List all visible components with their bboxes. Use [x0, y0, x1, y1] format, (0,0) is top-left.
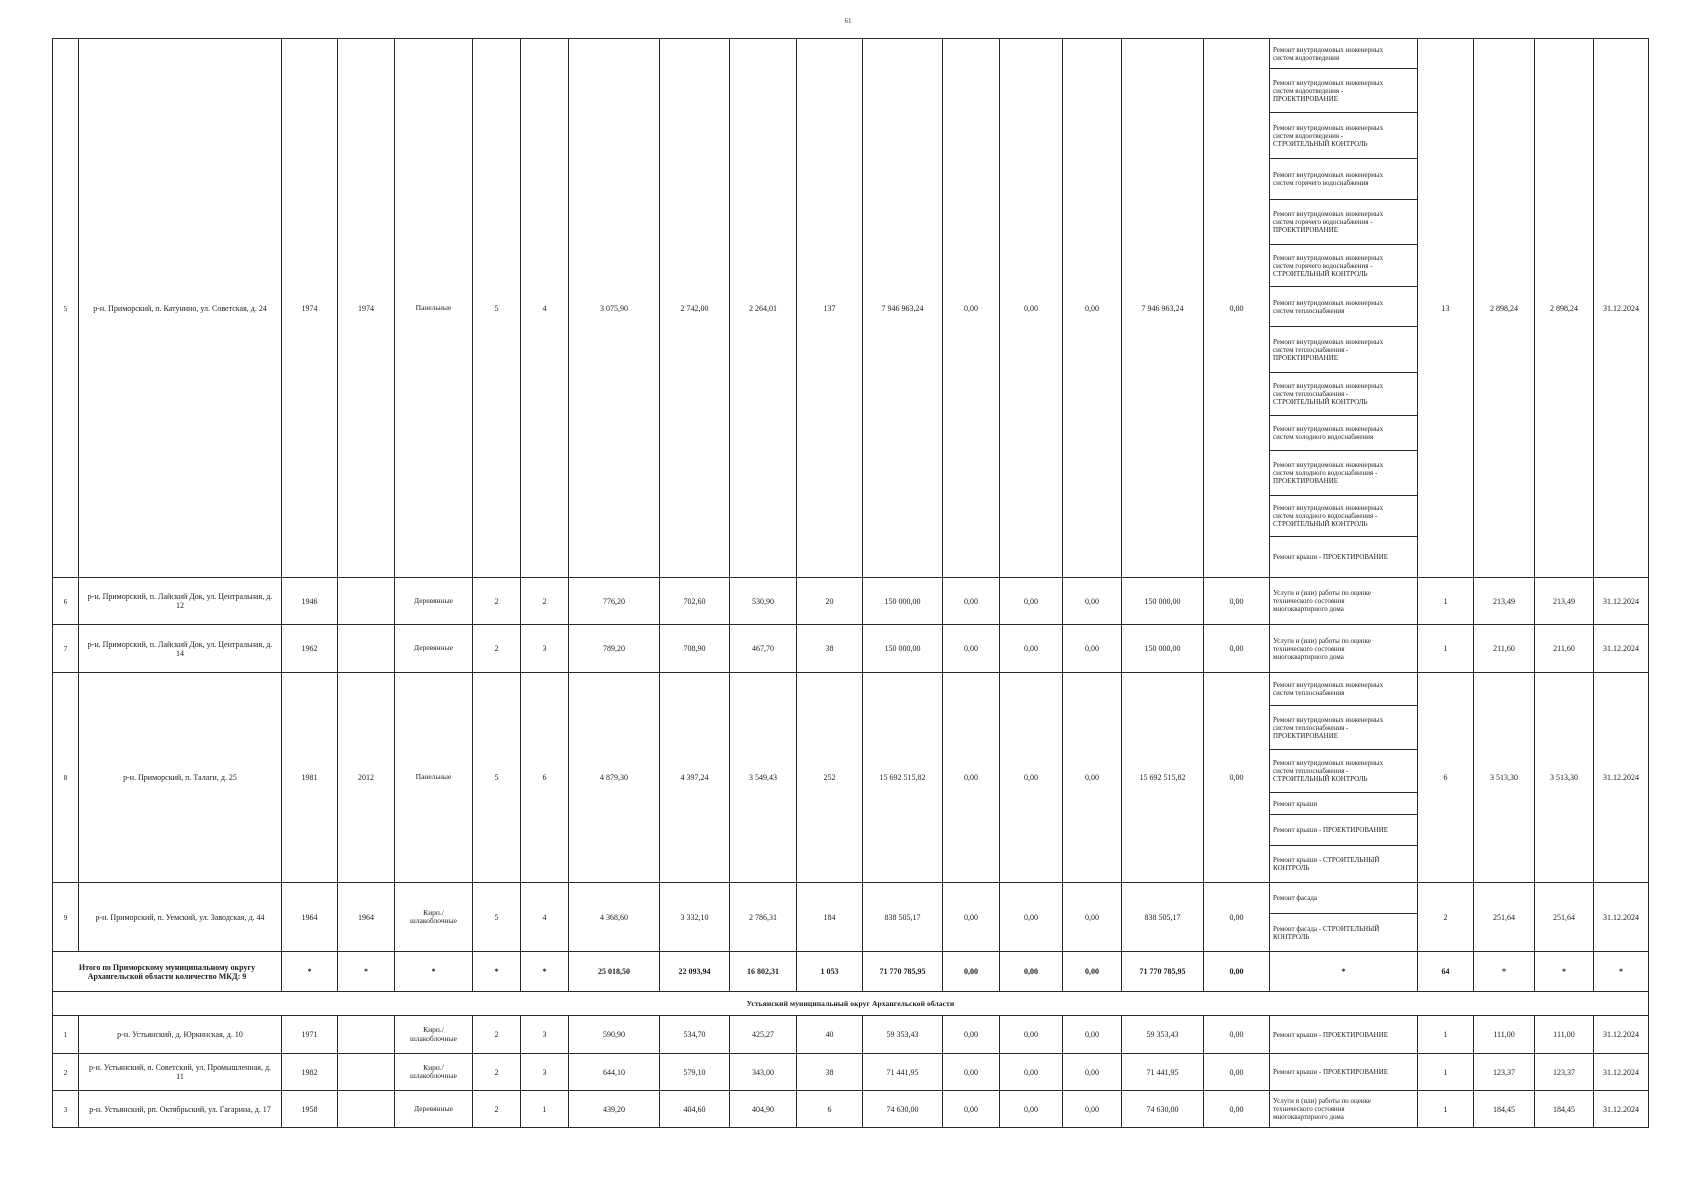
total-works-count: 64 — [1418, 952, 1474, 992]
cell-cost-region: 0,00 — [1000, 1054, 1063, 1091]
cell-year-last-repair — [338, 625, 395, 673]
cell-cost-region: 0,00 — [1000, 673, 1063, 883]
cell-entrances: 4 — [521, 883, 569, 952]
cell-work-type: Ремонт внутридомовых инженерных систем водоотведения - ПРОЕКТИРОВАНИЕ — [1270, 69, 1418, 113]
cell-wall-material: Кирп./ шлакоблочные — [395, 883, 473, 952]
cell-cost-owners: 71 441,95 — [1122, 1054, 1204, 1091]
cell-total-area: 789,20 — [569, 625, 660, 673]
cell-cost-total: 15 692 515,82 — [863, 673, 943, 883]
total-label: Итого по Приморскому муниципальному округу Архангельской области количество МКД: 9 — [53, 952, 282, 992]
cell-work-type: Ремонт фасада - СТРОИТЕЛЬНЫЙ КОНТРОЛЬ — [1270, 914, 1418, 952]
cell-cost-fund: 0,00 — [943, 883, 1000, 952]
cell-owned-area: 404,90 — [730, 1091, 797, 1128]
total-max-unit-cost: * — [1535, 952, 1594, 992]
cell-floors: 2 — [473, 578, 521, 625]
cell-cost-total: 150 000,00 — [863, 578, 943, 625]
cell-residents: 184 — [797, 883, 863, 952]
total-unit-cost: * — [1474, 952, 1535, 992]
cell-work-type: Ремонт внутридомовых инженерных систем горячего водоснабжения - СТРОИТЕЛЬНЫЙ КОНТРОЛЬ — [1270, 245, 1418, 287]
cell-floors: 5 — [473, 883, 521, 952]
cell-num: 5 — [53, 39, 79, 578]
cell-work-type: Ремонт внутридомовых инженерных систем холодного водоснабжения - СТРОИТЕЛЬНЫЙ КОНТРОЛЬ — [1270, 496, 1418, 537]
cell-max-unit-cost: 123,37 — [1535, 1054, 1594, 1091]
cell-cost-owners: 838 505,17 — [1122, 883, 1204, 952]
cell-cost-region: 0,00 — [1000, 625, 1063, 673]
cell-cost-other: 0,00 — [1204, 673, 1270, 883]
cell-works-count: 1 — [1418, 1054, 1474, 1091]
cell-residents: 38 — [797, 625, 863, 673]
cell-premises-area: 579,10 — [660, 1054, 730, 1091]
cell-wall-material: Кирп./ шлакоблочные — [395, 1054, 473, 1091]
cell-max-unit-cost: 211,60 — [1535, 625, 1594, 673]
cell-deadline: 31.12.2024 — [1594, 673, 1649, 883]
cell-works-count: 1 — [1418, 625, 1474, 673]
total-entrances: * — [521, 952, 569, 992]
cell-max-unit-cost: 3 513,30 — [1535, 673, 1594, 883]
total-owned-area: 16 802,31 — [730, 952, 797, 992]
cell-num: 2 — [53, 1054, 79, 1091]
total-premises-area: 22 093,94 — [660, 952, 730, 992]
cell-max-unit-cost: 213,49 — [1535, 578, 1594, 625]
cell-premises-area: 708,90 — [660, 625, 730, 673]
cell-premises-area: 404,60 — [660, 1091, 730, 1128]
group-title-row — [53, 992, 1649, 1016]
cell-work-type: Ремонт крыши - ПРОЕКТИРОВАНИЕ — [1270, 1016, 1418, 1054]
cell-work-type: Ремонт внутридомовых инженерных систем горячего водоснабжения — [1270, 159, 1418, 200]
cell-unit-cost: 111,00 — [1474, 1016, 1535, 1054]
cell-year-last-repair: 2012 — [338, 673, 395, 883]
cell-cost-local: 0,00 — [1063, 578, 1122, 625]
cell-cost-owners: 7 946 963,24 — [1122, 39, 1204, 578]
cell-deadline: 31.12.2024 — [1594, 625, 1649, 673]
cell-max-unit-cost: 2 898,24 — [1535, 39, 1594, 578]
cell-num: 1 — [53, 1016, 79, 1054]
cell-year-built: 1974 — [282, 39, 338, 578]
total-works: * — [1270, 952, 1418, 992]
cell-residents: 252 — [797, 673, 863, 883]
cell-max-unit-cost: 111,00 — [1535, 1016, 1594, 1054]
cell-cost-region: 0,00 — [1000, 578, 1063, 625]
cell-total-area: 4 879,30 — [569, 673, 660, 883]
total-deadline: * — [1594, 952, 1649, 992]
cell-cost-total: 838 505,17 — [863, 883, 943, 952]
cell-wall-material: Панельные — [395, 673, 473, 883]
table-row — [53, 673, 1649, 706]
cell-entrances: 3 — [521, 625, 569, 673]
cell-cost-owners: 59 353,43 — [1122, 1016, 1204, 1054]
cell-work-type: Ремонт крыши - ПРОЕКТИРОВАНИЕ — [1270, 815, 1418, 846]
cell-cost-total: 59 353,43 — [863, 1016, 943, 1054]
cell-premises-area: 534,70 — [660, 1016, 730, 1054]
cell-work-type: Ремонт внутридомовых инженерных систем водоотведения - СТРОИТЕЛЬНЫЙ КОНТРОЛЬ — [1270, 113, 1418, 159]
cell-cost-owners: 150 000,00 — [1122, 578, 1204, 625]
cell-cost-fund: 0,00 — [943, 1054, 1000, 1091]
cell-works-count: 13 — [1418, 39, 1474, 578]
cell-cost-local: 0,00 — [1063, 883, 1122, 952]
table-row — [53, 883, 1649, 914]
total-cost-total: 71 770 785,95 — [863, 952, 943, 992]
cell-cost-other: 0,00 — [1204, 1054, 1270, 1091]
cell-work-type: Ремонт крыши — [1270, 793, 1418, 815]
cell-work-type: Ремонт фасада — [1270, 883, 1418, 914]
cell-works-count: 6 — [1418, 673, 1474, 883]
cell-premises-area: 3 332,10 — [660, 883, 730, 952]
cell-work-type: Услуги и (или) работы по оценке технического состояния многоквартирного дома — [1270, 578, 1418, 625]
cell-owned-area: 530,90 — [730, 578, 797, 625]
cell-work-type: Ремонт внутридомовых инженерных систем горячего водоснабжения - ПРОЕКТИРОВАНИЕ — [1270, 200, 1418, 245]
cell-unit-cost: 2 898,24 — [1474, 39, 1535, 578]
cell-floors: 2 — [473, 1091, 521, 1128]
cell-work-type: Ремонт внутридомовых инженерных систем теплоснабжения — [1270, 673, 1418, 706]
cell-cost-other: 0,00 — [1204, 883, 1270, 952]
cell-year-last-repair — [338, 1091, 395, 1128]
total-cost-fund: 0,00 — [943, 952, 1000, 992]
cell-cost-fund: 0,00 — [943, 1091, 1000, 1128]
cell-cost-total: 71 441,95 — [863, 1054, 943, 1091]
cell-floors: 5 — [473, 39, 521, 578]
cell-cost-local: 0,00 — [1063, 39, 1122, 578]
cell-cost-other: 0,00 — [1204, 625, 1270, 673]
cell-owned-area: 2 264,01 — [730, 39, 797, 578]
cell-cost-total: 74 630,00 — [863, 1091, 943, 1128]
cell-unit-cost: 213,49 — [1474, 578, 1535, 625]
table-row — [53, 39, 1649, 69]
cell-year-built: 1958 — [282, 1091, 338, 1128]
cell-cost-owners: 74 630,00 — [1122, 1091, 1204, 1128]
cell-cost-local: 0,00 — [1063, 1016, 1122, 1054]
cell-unit-cost: 211,60 — [1474, 625, 1535, 673]
cell-cost-other: 0,00 — [1204, 578, 1270, 625]
cell-year-last-repair: 1974 — [338, 39, 395, 578]
cell-year-built: 1946 — [282, 578, 338, 625]
cell-cost-fund: 0,00 — [943, 673, 1000, 883]
cell-entrances: 6 — [521, 673, 569, 883]
cell-year-built: 1964 — [282, 883, 338, 952]
cell-work-type: Ремонт внутридомовых инженерных систем холодного водоснабжения - ПРОЕКТИРОВАНИЕ — [1270, 451, 1418, 496]
cell-year-last-repair: 1964 — [338, 883, 395, 952]
cell-works-count: 1 — [1418, 1016, 1474, 1054]
cell-cost-region: 0,00 — [1000, 39, 1063, 578]
cell-total-area: 3 075,90 — [569, 39, 660, 578]
cell-num: 8 — [53, 673, 79, 883]
cell-max-unit-cost: 184,45 — [1535, 1091, 1594, 1128]
cell-floors: 2 — [473, 1016, 521, 1054]
total-floors: * — [473, 952, 521, 992]
cell-cost-total: 150 000,00 — [863, 625, 943, 673]
cell-total-area: 590,90 — [569, 1016, 660, 1054]
cell-address: р-н. Приморский, п. Катунино, ул. Советская, д. 24 — [79, 39, 282, 578]
repair-program-table — [52, 38, 1649, 1128]
page-number: 61 — [844, 17, 852, 25]
table-row — [53, 1091, 1649, 1128]
cell-total-area: 439,20 — [569, 1091, 660, 1128]
cell-residents: 6 — [797, 1091, 863, 1128]
cell-num: 6 — [53, 578, 79, 625]
cell-works-count: 1 — [1418, 578, 1474, 625]
cell-year-built: 1962 — [282, 625, 338, 673]
cell-total-area: 644,10 — [569, 1054, 660, 1091]
cell-work-type: Ремонт внутридомовых инженерных систем теплоснабжения - ПРОЕКТИРОВАНИЕ — [1270, 327, 1418, 373]
cell-residents: 40 — [797, 1016, 863, 1054]
total-wall-material: * — [395, 952, 473, 992]
cell-cost-fund: 0,00 — [943, 1016, 1000, 1054]
cell-works-count: 2 — [1418, 883, 1474, 952]
cell-deadline: 31.12.2024 — [1594, 578, 1649, 625]
document-sheet — [52, 38, 1649, 1128]
cell-address: р-н. Устьянский, д. Юркинская, д. 10 — [79, 1016, 282, 1054]
table-row — [53, 1016, 1649, 1054]
table-body — [53, 39, 1649, 1128]
cell-address: р-н. Приморский, п. Лайский Док, ул. Центральная, д. 14 — [79, 625, 282, 673]
cell-cost-local: 0,00 — [1063, 1091, 1122, 1128]
cell-owned-area: 467,70 — [730, 625, 797, 673]
total-year-last-repair: * — [338, 952, 395, 992]
cell-cost-fund: 0,00 — [943, 39, 1000, 578]
cell-wall-material: Деревянные — [395, 1091, 473, 1128]
cell-year-last-repair — [338, 578, 395, 625]
cell-owned-area: 2 786,31 — [730, 883, 797, 952]
cell-wall-material: Кирп./ шлакоблочные — [395, 1016, 473, 1054]
cell-premises-area: 4 397,24 — [660, 673, 730, 883]
cell-address: р-н. Приморский, п. Уемский, ул. Заводская, д. 44 — [79, 883, 282, 952]
cell-work-type: Ремонт внутридомовых инженерных систем теплоснабжения — [1270, 287, 1418, 327]
cell-work-type: Ремонт внутридомовых инженерных систем теплоснабжения - ПРОЕКТИРОВАНИЕ — [1270, 706, 1418, 750]
cell-cost-fund: 0,00 — [943, 578, 1000, 625]
cell-total-area: 4 368,60 — [569, 883, 660, 952]
cell-cost-local: 0,00 — [1063, 1054, 1122, 1091]
cell-total-area: 776,20 — [569, 578, 660, 625]
cell-work-type: Услуги и (или) работы по оценке технического состояния многоквартирного дома — [1270, 1091, 1418, 1128]
cell-works-count: 1 — [1418, 1091, 1474, 1128]
total-residents: 1 053 — [797, 952, 863, 992]
total-total-area: 25 018,50 — [569, 952, 660, 992]
cell-cost-region: 0,00 — [1000, 1016, 1063, 1054]
cell-premises-area: 2 742,00 — [660, 39, 730, 578]
cell-cost-fund: 0,00 — [943, 625, 1000, 673]
cell-cost-other: 0,00 — [1204, 39, 1270, 578]
total-cost-owners: 71 770 785,95 — [1122, 952, 1204, 992]
cell-cost-total: 7 946 963,24 — [863, 39, 943, 578]
cell-num: 3 — [53, 1091, 79, 1128]
cell-entrances: 4 — [521, 39, 569, 578]
cell-floors: 5 — [473, 673, 521, 883]
cell-deadline: 31.12.2024 — [1594, 1016, 1649, 1054]
cell-deadline: 31.12.2024 — [1594, 39, 1649, 578]
cell-entrances: 2 — [521, 578, 569, 625]
table-row — [53, 1054, 1649, 1091]
cell-deadline: 31.12.2024 — [1594, 883, 1649, 952]
cell-address: р-н. Приморский, п. Лайский Док, ул. Центральная, д. 12 — [79, 578, 282, 625]
cell-num: 9 — [53, 883, 79, 952]
cell-work-type: Ремонт внутридомовых инженерных систем теплоснабжения - СТРОИТЕЛЬНЫЙ КОНТРОЛЬ — [1270, 750, 1418, 793]
total-cost-region: 0,00 — [1000, 952, 1063, 992]
cell-cost-other: 0,00 — [1204, 1091, 1270, 1128]
cell-unit-cost: 184,45 — [1474, 1091, 1535, 1128]
cell-work-type: Ремонт крыши - ПРОЕКТИРОВАНИЕ — [1270, 537, 1418, 578]
cell-year-last-repair — [338, 1016, 395, 1054]
cell-address: р-н. Устьянский, рп. Октябрьский, ул. Гагарина, д. 17 — [79, 1091, 282, 1128]
cell-entrances: 3 — [521, 1016, 569, 1054]
cell-wall-material: Панельные — [395, 39, 473, 578]
cell-deadline: 31.12.2024 — [1594, 1054, 1649, 1091]
total-cost-local: 0,00 — [1063, 952, 1122, 992]
cell-owned-area: 3 549,43 — [730, 673, 797, 883]
cell-unit-cost: 251,64 — [1474, 883, 1535, 952]
cell-floors: 2 — [473, 625, 521, 673]
cell-cost-owners: 150 000,00 — [1122, 625, 1204, 673]
cell-residents: 38 — [797, 1054, 863, 1091]
cell-wall-material: Деревянные — [395, 625, 473, 673]
cell-unit-cost: 3 513,30 — [1474, 673, 1535, 883]
cell-floors: 2 — [473, 1054, 521, 1091]
cell-year-last-repair — [338, 1054, 395, 1091]
cell-address: р-н. Приморский, п. Талаги, д. 25 — [79, 673, 282, 883]
cell-residents: 20 — [797, 578, 863, 625]
cell-cost-region: 0,00 — [1000, 1091, 1063, 1128]
cell-residents: 137 — [797, 39, 863, 578]
total-row — [53, 952, 1649, 992]
cell-cost-region: 0,00 — [1000, 883, 1063, 952]
cell-deadline: 31.12.2024 — [1594, 1091, 1649, 1128]
group-title: Устьянский муниципальный округ Архангельской области — [53, 992, 1649, 1016]
cell-cost-other: 0,00 — [1204, 1016, 1270, 1054]
cell-work-type: Ремонт внутридомовых инженерных систем холодного водоснабжения — [1270, 416, 1418, 451]
cell-num: 7 — [53, 625, 79, 673]
cell-year-built: 1981 — [282, 673, 338, 883]
cell-address: р-н. Устьянский, п. Советский, ул. Промышленная, д. 11 — [79, 1054, 282, 1091]
cell-work-type: Услуги и (или) работы по оценке технического состояния многоквартирного дома — [1270, 625, 1418, 673]
cell-entrances: 3 — [521, 1054, 569, 1091]
table-row — [53, 625, 1649, 673]
cell-premises-area: 702,60 — [660, 578, 730, 625]
total-cost-other: 0,00 — [1204, 952, 1270, 992]
cell-entrances: 1 — [521, 1091, 569, 1128]
cell-work-type: Ремонт крыши - ПРОЕКТИРОВАНИЕ — [1270, 1054, 1418, 1091]
cell-owned-area: 343,00 — [730, 1054, 797, 1091]
cell-work-type: Ремонт внутридомовых инженерных систем теплоснабжения - СТРОИТЕЛЬНЫЙ КОНТРОЛЬ — [1270, 373, 1418, 416]
cell-work-type: Ремонт внутридомовых инженерных систем водоотведения — [1270, 39, 1418, 69]
cell-work-type: Ремонт крыши - СТРОИТЕЛЬНЫЙ КОНТРОЛЬ — [1270, 846, 1418, 883]
cell-cost-local: 0,00 — [1063, 625, 1122, 673]
cell-year-built: 1971 — [282, 1016, 338, 1054]
cell-wall-material: Деревянные — [395, 578, 473, 625]
cell-cost-local: 0,00 — [1063, 673, 1122, 883]
cell-unit-cost: 123,37 — [1474, 1054, 1535, 1091]
cell-cost-owners: 15 692 515,82 — [1122, 673, 1204, 883]
cell-max-unit-cost: 251,64 — [1535, 883, 1594, 952]
total-year-built: * — [282, 952, 338, 992]
cell-owned-area: 425,27 — [730, 1016, 797, 1054]
table-row — [53, 578, 1649, 625]
cell-year-built: 1982 — [282, 1054, 338, 1091]
